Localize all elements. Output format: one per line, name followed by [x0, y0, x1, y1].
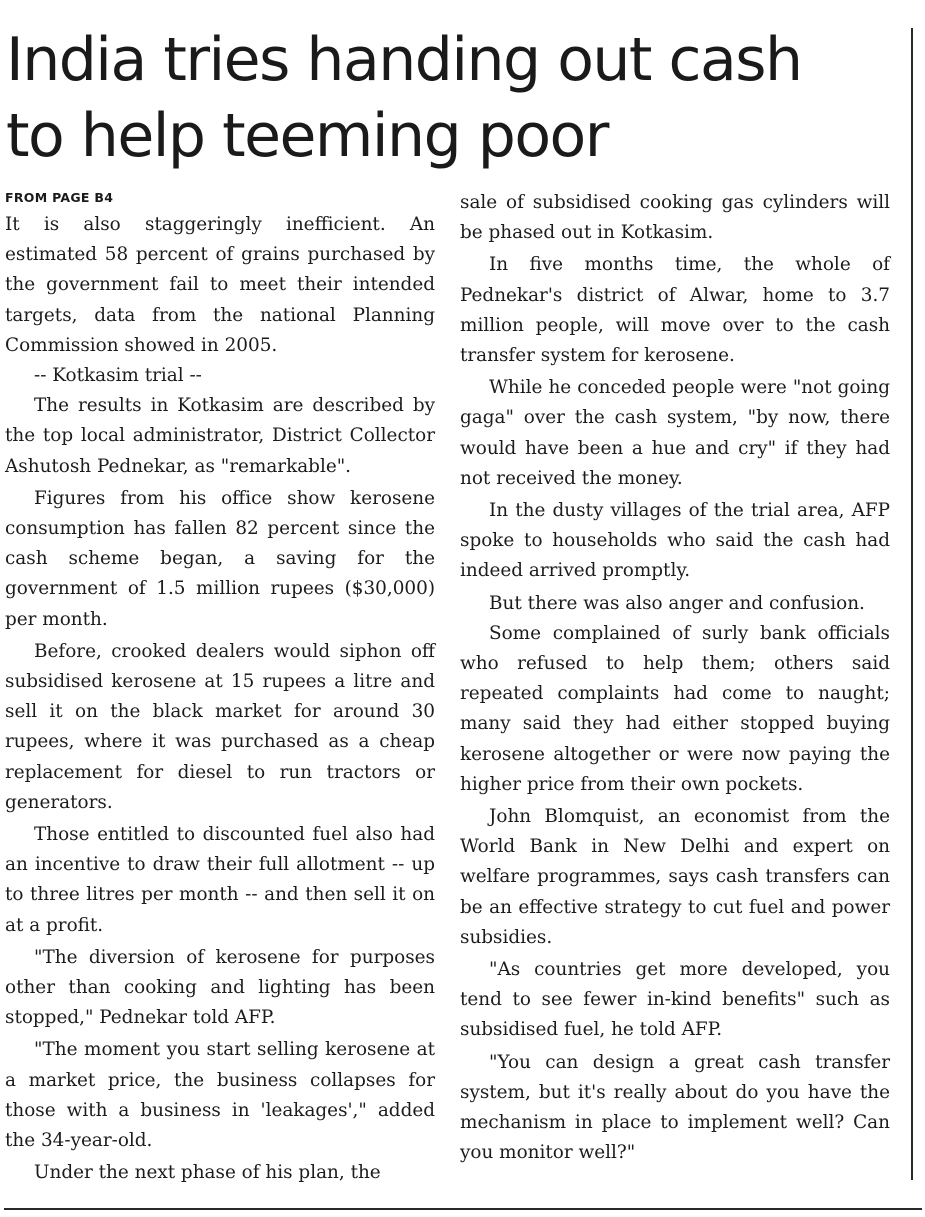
paragraph: Before, crooked dealers would siphon off subsidised kerosene at 15 rupees a litre and sell it on the black market for around 30 rupees, where it was purchased as a cheap replacement for diesel to run tractors or generators. [5, 640, 435, 813]
dateline: FROM PAGE B4 [5, 190, 114, 205]
paragraph: "As countries get more developed, you tend to see fewer in-kind benefits" such as subsidised fuel, he told AFP. [460, 959, 890, 1041]
paragraph: sale of subsidised cooking gas cylinders will be phased out in Kotkasim. [460, 192, 890, 244]
right-column [460, 188, 890, 1169]
paragraph: "The diversion of kerosene for purposes other than cooking and lighting has been stopped," Pednekar told AFP. [5, 946, 435, 1029]
column-rule-right [911, 28, 913, 1180]
paragraph: Figures from his office show kerosene consumption has fallen 82 percent since the cash scheme began, a saving for the government of 1.5 million rupees ($30,000) per month. [5, 487, 435, 630]
paragraph: But there was also anger and confusion. [489, 592, 865, 614]
paragraph: "The moment you start selling kerosene at a market price, the business collapses for those with a business in 'leakages'," added the 34-year-old. [5, 1039, 435, 1152]
paragraph: John Blomquist, an economist from the World Bank in New Delhi and expert on welfare programmes, says cash transfers can be an effective strategy to cut fuel and power subsidies. [460, 806, 890, 948]
paragraph: The results in Kotkasim are described by the top local administrator, District Collector Ashutosh Pednekar, as "remarkable". [5, 395, 435, 477]
bottom-rule [4, 1208, 922, 1210]
paragraph: Some complained of surly bank officials who refused to help them; others said repeated complaints had come to naught; many said they had either stopped buying kerosene altogether or were now paying the higher price from their own pockets. [460, 622, 890, 795]
paragraph: In five months time, the whole of Pednekar's district of Alwar, home to 3.7 million people, will move over to the cash transfer system for kerosene. [460, 254, 890, 367]
paragraph: "You can design a great cash transfer system, but it's really about do you have the mechanism in place to implement well? Can you monitor well?" [460, 1051, 890, 1164]
paragraph: Those entitled to discounted fuel also had an incentive to draw their full allotment -- up to three litres per month -- and then sell it on at a profit. [5, 824, 435, 936]
paragraph: While he conceded people were "not going gaga" over the cash system, "by now, there would have been a hue and cry" if they had not received the money. [460, 377, 890, 489]
headline [6, 22, 901, 174]
headline-line-1: India tries handing out cash [6, 25, 802, 95]
paragraph: In the dusty villages of the trial area, AFP spoke to households who said the cash had indeed arrived promptly. [460, 500, 890, 582]
left-column [5, 210, 435, 1189]
paragraph: Under the next phase of his plan, the [34, 1162, 381, 1184]
section-subhead: -- Kotkasim trial -- [34, 365, 202, 387]
headline-line-2: to help teeming poor [6, 101, 608, 171]
paragraph: It is also staggeringly inefficient. An estimated 58 percent of grains purchased by the government fail to meet their intended targets, data from the national Planning Commission showed in 2005. [5, 214, 435, 356]
